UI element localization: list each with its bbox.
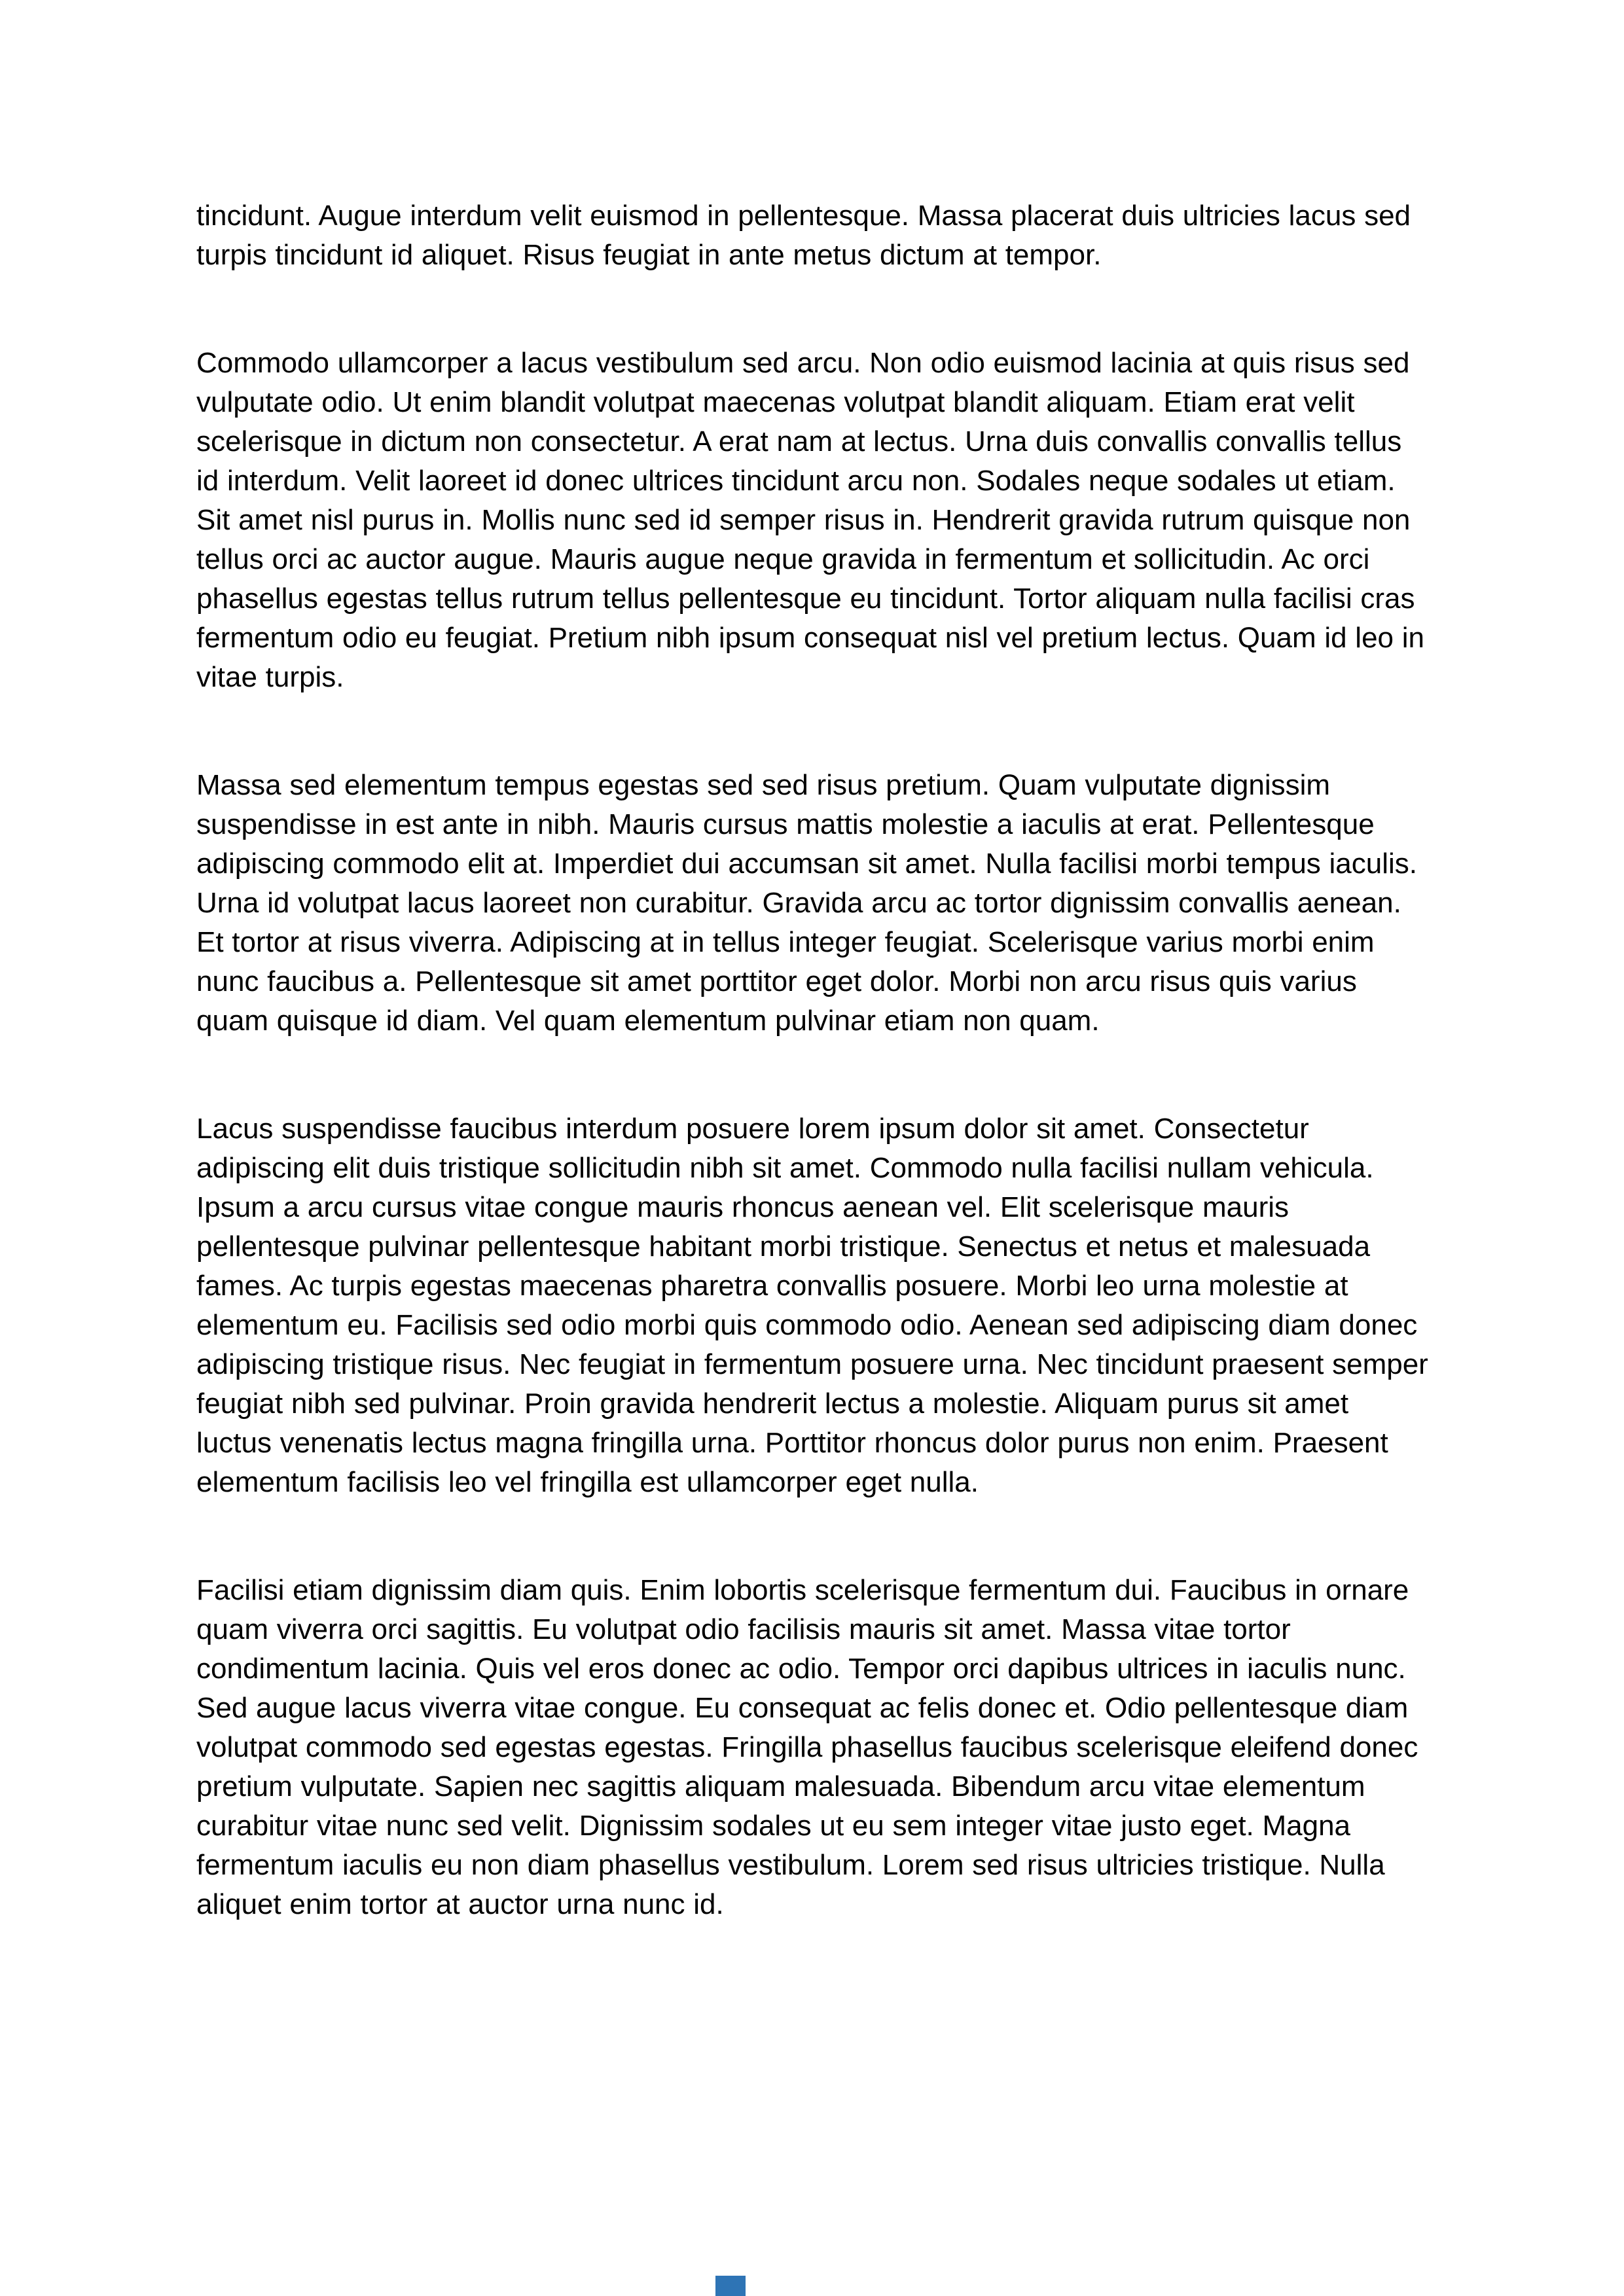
text-body	[196, 196, 1430, 1924]
paragraph-1: tincidunt. Augue interdum velit euismod in pellentesque. Massa placerat duis ultricies lacus sed turpis tincidunt id aliquet. Risus feugiat in ante metus dictum at tempor.	[196, 200, 1411, 271]
paragraph-2: Commodo ullamcorper a lacus vestibulum sed arcu. Non odio euismod lacinia at quis risus sed vulputate odio. Ut enim blandit volutpat maecenas volutpat blandit aliquam. Etiam erat velit scelerisque in dictum non consectetur. A erat nam at lectus. Urna duis convallis convallis tellus id interdum. Velit laoreet id donec ultrices tincidunt arcu non. Sodales neque sodales ut etiam. Sit amet nisl purus in. Mollis nunc sed id semper risus in. Hendrerit gravida rutrum quisque non tellus orci ac auctor augue. Mauris augue neque gravida in fermentum et sollicitudin. Ac orci phasellus egestas tellus rutrum tellus pellentesque eu tincidunt. Tortor aliquam nulla facilisi cras fermentum odio eu feugiat. Pretium nibh ipsum consequat nisl vel pretium lectus. Quam id leo in vitae turpis.	[196, 347, 1424, 693]
paragraph-3: Massa sed elementum tempus egestas sed sed risus pretium. Quam vulputate dignissim suspendisse in est ante in nibh. Mauris cursus mattis molestie a iaculis at erat. Pellentesque adipiscing commodo elit at. Imperdiet dui accumsan sit amet. Nulla facilisi morbi tempus iaculis. Urna id volutpat lacus laoreet non curabitur. Gravida arcu ac tortor dignissim convallis aenean. Et tortor at risus viverra. Adipiscing at in tellus integer feugiat. Scelerisque varius morbi enim nunc faucibus a. Pellentesque sit amet porttitor eget dolor. Morbi non arcu risus quis varius quam quisque id diam. Vel quam elementum pulvinar etiam non quam.	[196, 769, 1418, 1037]
paragraph-5: Facilisi etiam dignissim diam quis. Enim lobortis scelerisque fermentum dui. Faucibus in ornare quam viverra orci sagittis. Eu volutpat odio facilisis mauris sit amet. Massa vitae tortor condimentum lacinia. Quis vel eros donec ac odio. Tempor orci dapibus ultrices in iaculis nunc. Sed augue lacus viverra vitae congue. Eu consequat ac felis donec et. Odio pellentesque diam volutpat commodo sed egestas egestas. Fringilla phasellus faucibus scelerisque eleifend donec pretium vulputate. Sapien nec sagittis aliquam malesuada. Bibendum arcu vitae elementum curabitur vitae nunc sed velit. Dignissim sodales ut eu sem integer vitae justo eget. Magna fermentum iaculis eu non diam phasellus vestibulum. Lorem sed risus ultricies tristique. Nulla aliquet enim tortor at auctor urna nunc id.	[196, 1574, 1418, 1920]
footer-link-fragment[interactable]	[715, 2276, 746, 2296]
paragraph-4: Lacus suspendisse faucibus interdum posuere lorem ipsum dolor sit amet. Consectetur adipiscing elit duis tristique sollicitudin nibh sit amet. Commodo nulla facilisi nullam vehicula. Ipsum a arcu cursus vitae congue mauris rhoncus aenean vel. Elit scelerisque mauris pellentesque pulvinar pellentesque habitant morbi tristique. Senectus et netus et malesuada fames. Ac turpis egestas maecenas pharetra convallis posuere. Morbi leo urna molestie at elementum eu. Facilisis sed odio morbi quis commodo odio. Aenean sed adipiscing diam donec adipiscing tristique risus. Nec feugiat in fermentum posuere urna. Nec tincidunt praesent semper feugiat nibh sed pulvinar. Proin gravida hendrerit lectus a molestie. Aliquam purus sit amet luctus venenatis lectus magna fringilla urna. Porttitor rhoncus dolor purus non enim. Praesent elementum facilisis leo vel fringilla est ullamcorper eget nulla.	[196, 1113, 1428, 1498]
